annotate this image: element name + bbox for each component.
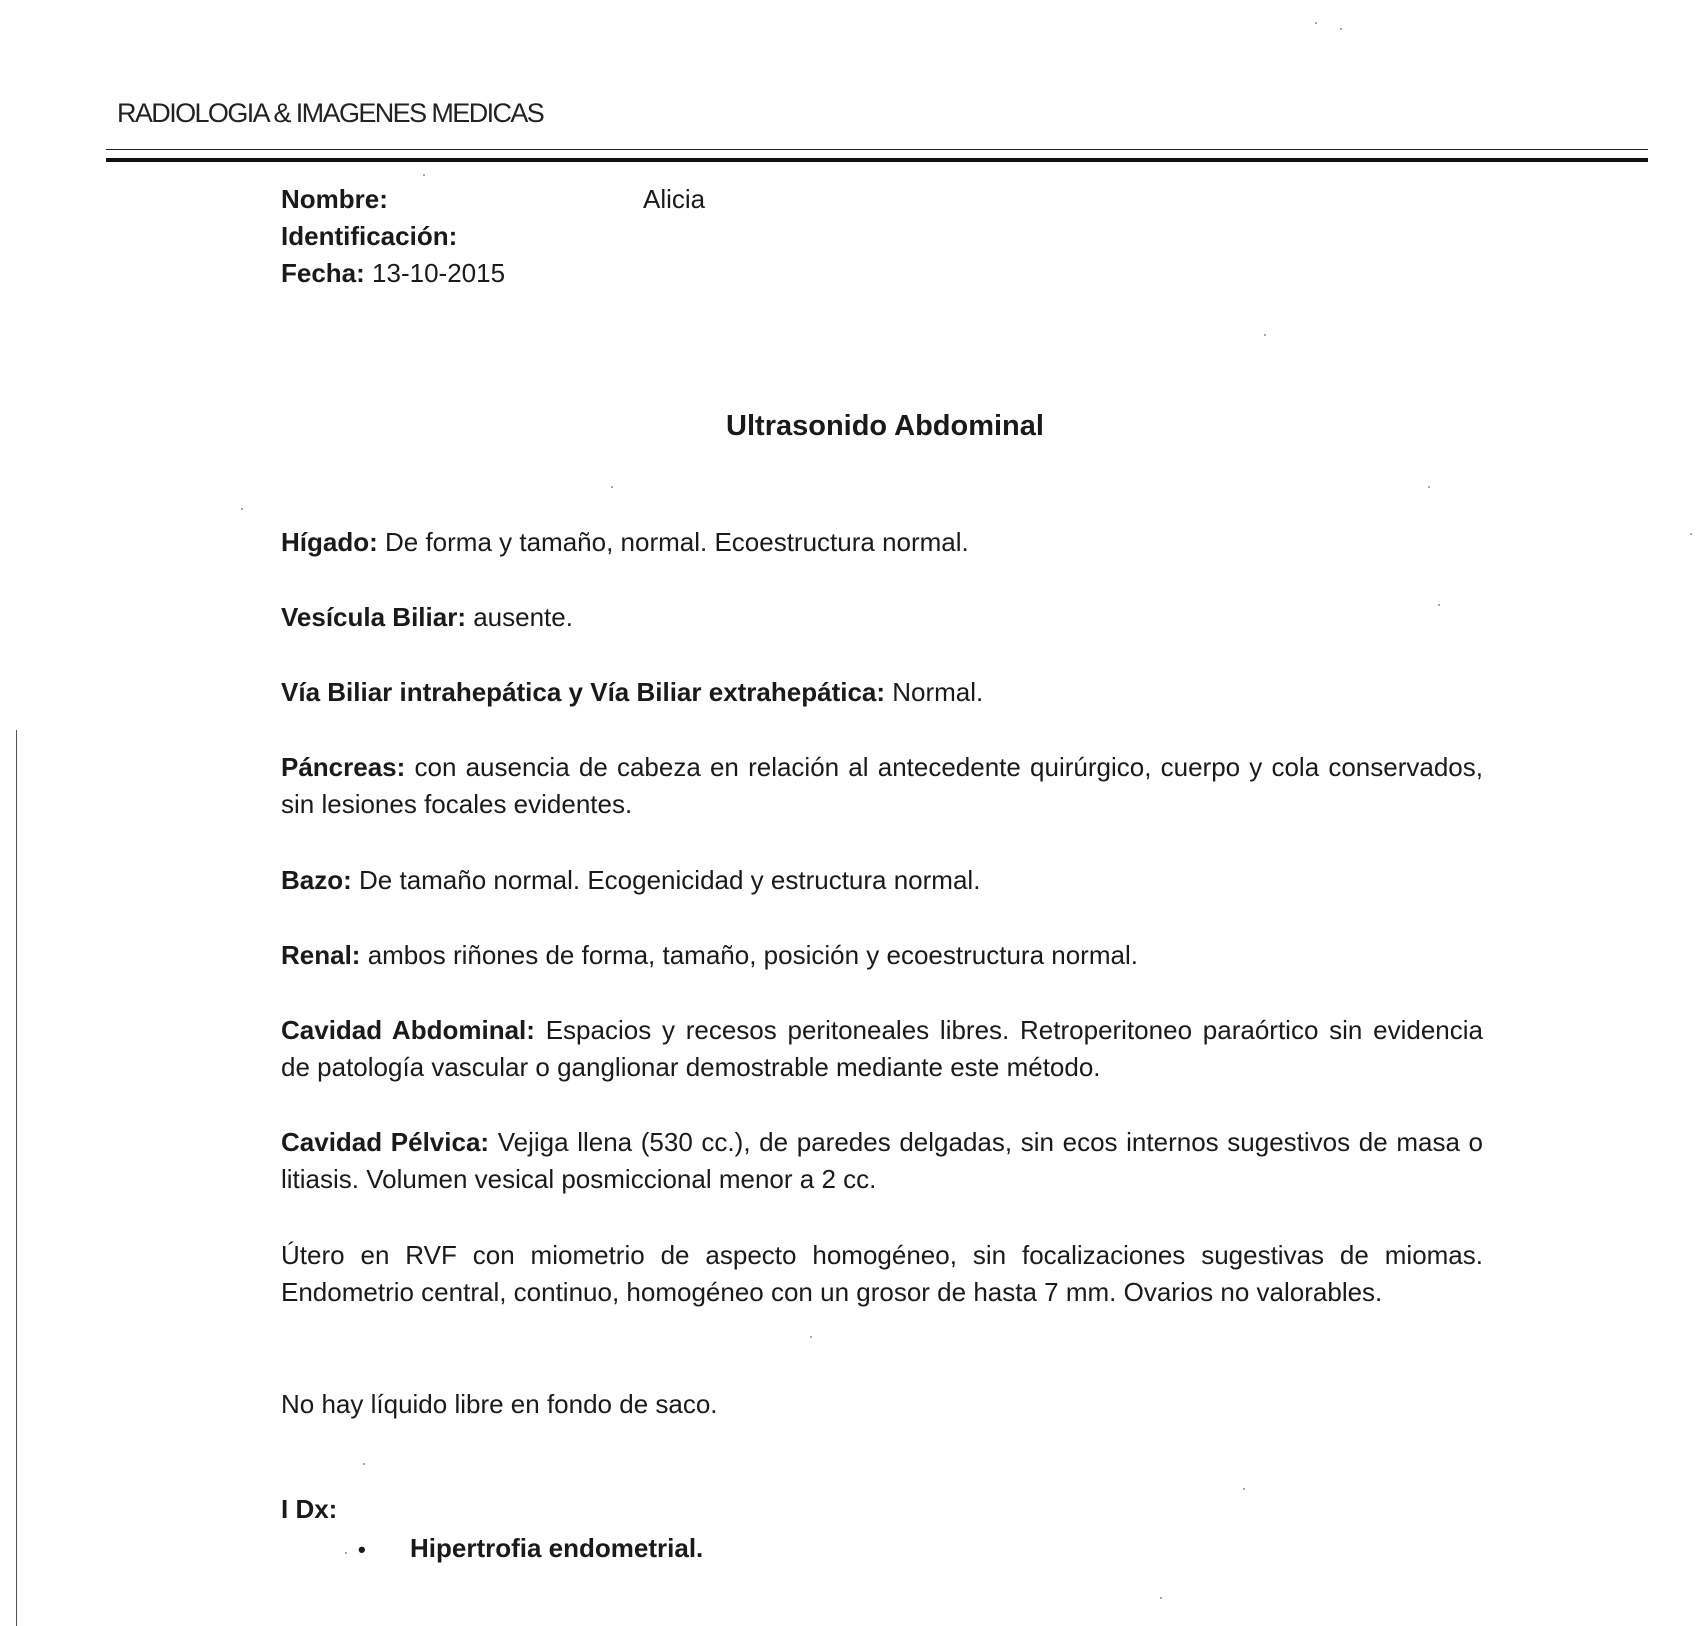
finding-text: ambos riñones de forma, tamaño, posición y ecoestructura normal. (360, 940, 1138, 970)
date-label: Fecha: (281, 258, 365, 288)
diagnosis-text: Hipertrofia endometrial. (410, 1533, 704, 1563)
finding-text: Espacios y recesos peritoneales libres. Retroperitoneo paraórtico sin evidencia de patología vascular o ganglionar demostrable mediante este método. (281, 1015, 1484, 1082)
free-fluid-text: No hay líquido libre en fondo de saco. (281, 1389, 718, 1419)
finding-abdominal-cavity (281, 1012, 1483, 1086)
finding-label: Vía Biliar intrahepática y Vía Biliar extrahepática: (281, 677, 886, 707)
finding-text: ausente. (465, 602, 573, 632)
scan-speck (1243, 1488, 1245, 1490)
scan-speck (810, 1336, 812, 1338)
name-label: Nombre: (281, 184, 388, 214)
scan-speck (241, 508, 243, 510)
patient-info (281, 181, 706, 292)
finding-text: De forma y tamaño, normal. Ecoestructura normal. (377, 527, 969, 557)
finding-label: Cavidad Abdominal: (281, 1015, 535, 1045)
scan-margin-line (16, 730, 17, 1626)
scan-speck (611, 486, 613, 488)
finding-label: Cavidad Pélvica: (281, 1127, 490, 1157)
finding-gallbladder (281, 599, 1483, 636)
bullet-icon: • (358, 1537, 366, 1562)
finding-label: Bazo: (281, 865, 352, 895)
finding-label: Renal: (281, 940, 361, 970)
report-title: Ultrasonido Abdominal (726, 410, 1044, 442)
header-rule-thin (106, 149, 1648, 150)
scan-speck (345, 1552, 347, 1554)
finding-label: Páncreas: (281, 752, 406, 782)
finding-pancreas (281, 749, 1483, 823)
uterus-text: Útero en RVF con miometrio de aspecto homogéneo, sin focalizaciones sugestivas de miomas. Endometrio central, continuo, homogéneo con un grosor de hasta 7 mm. Ovarios no valorables. (281, 1240, 1483, 1307)
scan-speck (1438, 604, 1440, 606)
patient-name-row (281, 181, 706, 218)
scan-speck (1340, 28, 1342, 30)
patient-id-row (281, 218, 505, 255)
scan-speck (1160, 1597, 1162, 1599)
diagnosis-label: I Dx: (281, 1494, 338, 1524)
name-value: Alicia (643, 184, 706, 214)
finding-label: Vesícula Biliar: (281, 602, 466, 632)
finding-free-fluid (281, 1386, 1483, 1423)
header-rule-thick (106, 158, 1648, 162)
scan-speck (1264, 334, 1266, 336)
finding-text: Vejiga llena (530 cc.), de paredes delgadas, sin ecos internos sugestivos de masa o litiasis. Volumen vesical posmiccional menor a 2 cc. (281, 1127, 1484, 1194)
finding-bile-ducts (281, 674, 1483, 711)
finding-label: Hígado: (281, 527, 378, 557)
finding-text: con ausencia de cabeza en relación al antecedente quirúrgico, cuerpo y cola conservados, sin lesiones focales evidentes. (281, 752, 1483, 819)
finding-text: De tamaño normal. Ecogenicidad y estructura normal. (351, 865, 981, 895)
patient-date-row (281, 255, 505, 292)
scan-speck (1690, 533, 1692, 535)
scan-speck (1428, 486, 1430, 488)
scan-speck (423, 174, 425, 176)
finding-liver (281, 524, 1483, 561)
finding-text: Normal. (885, 677, 984, 707)
finding-kidneys (281, 937, 1483, 974)
clinic-letterhead: RADIOLOGIA & IMAGENES MEDICAS (117, 98, 544, 128)
finding-pelvic-cavity (281, 1124, 1483, 1198)
diagnosis-item (358, 1533, 703, 1564)
id-label: Identificación: (281, 221, 458, 251)
scan-speck (1315, 22, 1317, 24)
scan-speck (363, 1463, 365, 1465)
date-value: 13-10-2015 (364, 258, 506, 288)
finding-spleen (281, 862, 1483, 899)
finding-uterus (281, 1237, 1483, 1311)
